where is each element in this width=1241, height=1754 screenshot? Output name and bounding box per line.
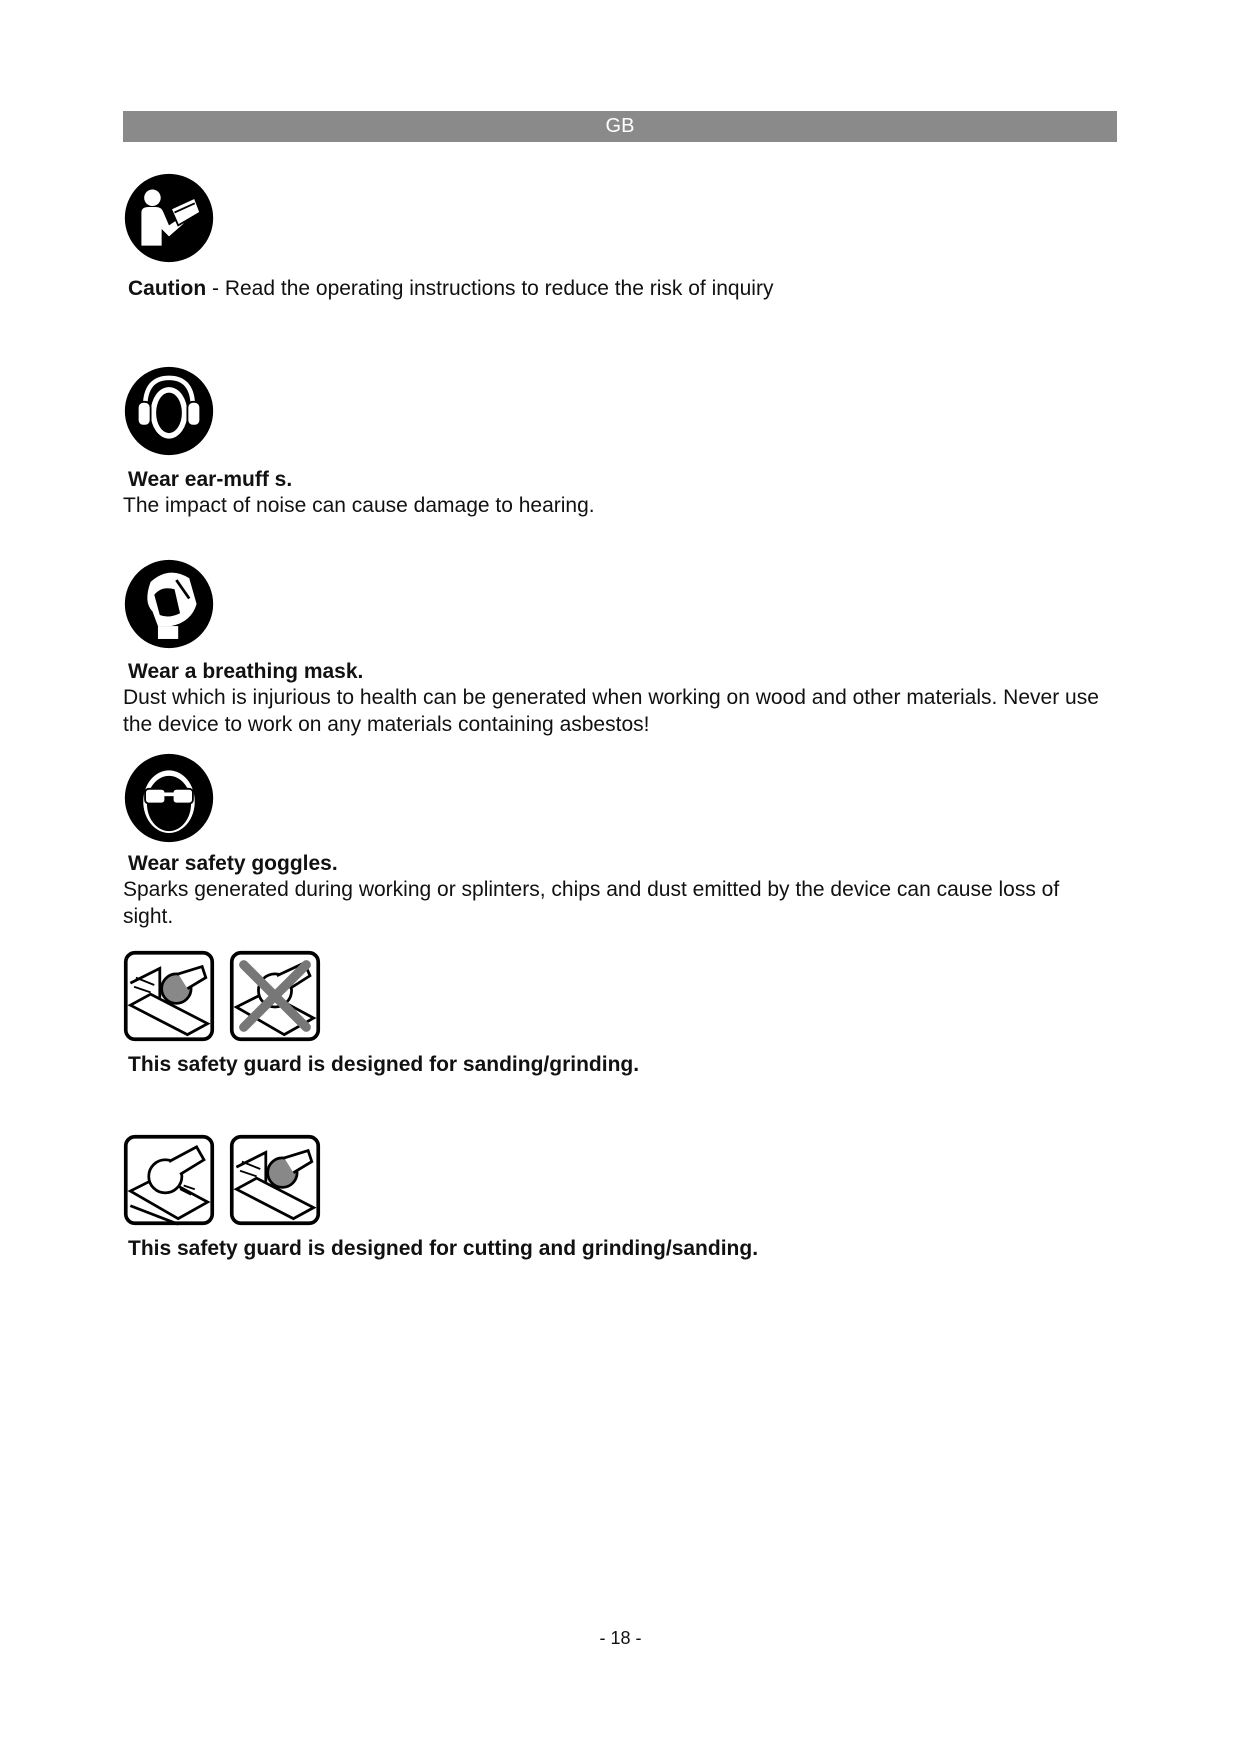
- ear-muffs-heading: Wear ear-muff s.: [128, 468, 293, 491]
- caution-text: - Read the operating instructions to reduce the risk of inquiry: [206, 277, 774, 300]
- sanding-guard-heading: This safety guard is designed for sanding/grinding.: [128, 1053, 640, 1076]
- caution-heading: Caution: [128, 277, 207, 300]
- caution-line: [123, 275, 1118, 302]
- cutting-guard-heading: This safety guard is designed for cutting and grinding/sanding.: [128, 1237, 759, 1260]
- cutting-allowed-icon: [123, 1134, 215, 1226]
- safety-goggles-body: Sparks generated during working or splinters, chips and dust emitted by the device can cause loss of sight.: [123, 878, 1060, 928]
- cutting-prohibited-icon: [229, 950, 321, 1042]
- ear-muffs-icon: [123, 365, 215, 457]
- breathing-mask-heading: Wear a breathing mask.: [128, 660, 364, 683]
- read-manual-icon: [123, 172, 215, 264]
- grinding-allowed-icon: [123, 950, 215, 1042]
- language-code: GB: [605, 115, 635, 137]
- language-header-bar: [123, 111, 1117, 142]
- breathing-mask-body: Dust which is injurious to health can be generated when working on wood and other materials. Never use the device to work on any materials containing asbestos!: [123, 686, 1099, 736]
- safety-goggles-icon: [123, 752, 215, 844]
- breathing-mask-icon: [123, 558, 215, 650]
- grinding-allowed-icon: [229, 1134, 321, 1226]
- page-number: - 18 -: [599, 1628, 642, 1648]
- safety-goggles-heading: Wear safety goggles.: [128, 852, 338, 875]
- ear-muffs-body: The impact of noise can cause damage to hearing.: [123, 494, 595, 517]
